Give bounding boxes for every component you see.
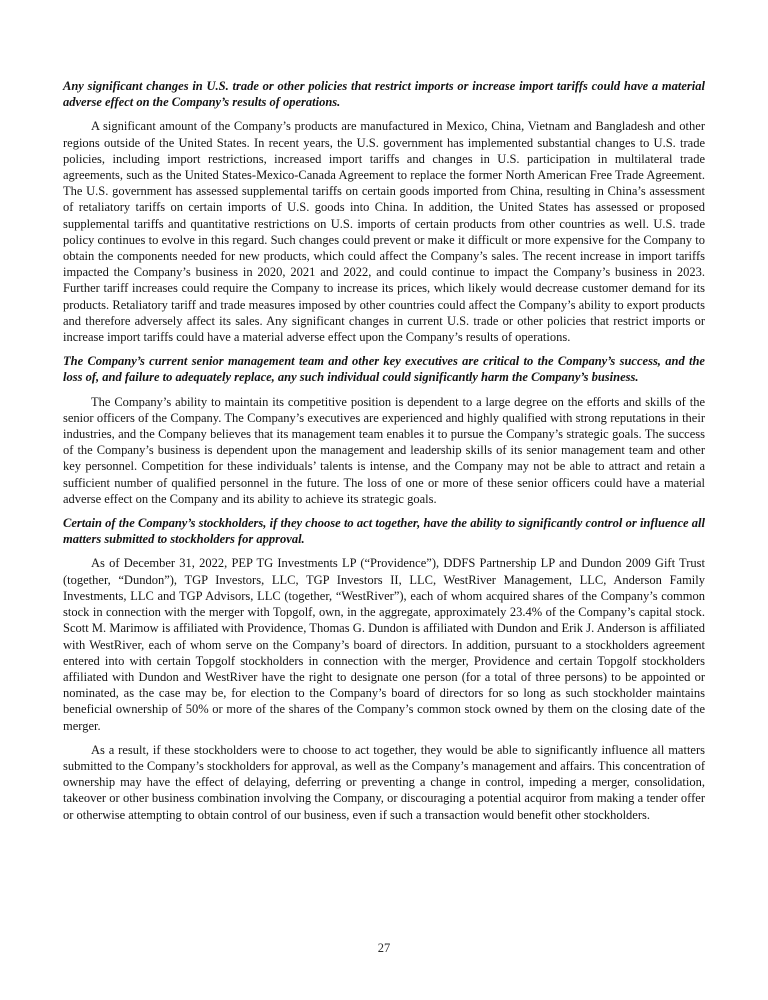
paragraph-stockholder-ownership: As of December 31, 2022, PEP TG Investments LP (“Providence”), DDFS Partnership LP and Dundon 2009 Gift Trust (together, “Dundon”), TGP Investors, LLC, TGP Investors II, LLC, WestRiver Management, LLC, Anderson Family Investments, LLC and TGP Advisors, LLC (together, “WestRiver”), each of whom acquired shares of the Company’s common stock in connection with the merger with Topgolf, own, in the aggregate, approximately 23.4% of the Company’s capital stock. Scott M. Marimow is affiliated with Providence, Thomas G. Dundon is affiliated with Dundon and Erik J. Anderson is affiliated with WestRiver, each of whom serve on the Company’s board of directors. In addition, pursuant to a stockholders agreement entered into with certain Topgolf stockholders in connection with the merger, Providence and certain Topgolf stockholders affiliated with Dundon and WestRiver have the right to designate one person (for a total of three persons) to be appointed or nominated, as the case may be, for election to the Company’s board of directors for so long as such stockholder maintains beneficial ownership of 50% or more of the shares of the Company’s common stock owned by them on the closing date of the merger.: [63, 556, 705, 733]
risk-heading-senior-management: The Company’s current senior management team and other key executives are critical to the Company’s success, and the loss of, and failure to adequately replace, any such individual could significantly harm the Company’s business.: [63, 354, 705, 385]
paragraph-stockholder-influence: As a result, if these stockholders were to choose to act together, they would be able to significantly influence all matters submitted to the Company’s stockholders for approval, as well as the Company’s management and affairs. This concentration of ownership may have the effect of delaying, deferring or preventing a change in control, impeding a merger, consolidation, takeover or other business combination involving the Company, or discouraging a potential acquiror from making a tender offer or otherwise attempting to obtain control of our business, even if such a transaction would benefit other stockholders.: [63, 742, 705, 822]
risk-heading-stockholder-control: Certain of the Company’s stockholders, if they choose to act together, have the ability to significantly control or influence all matters submitted to stockholders for approval.: [63, 516, 705, 547]
page-content: [63, 78, 705, 831]
risk-heading-trade-policies: Any significant changes in U.S. trade or other policies that restrict imports or increase import tariffs could have a material adverse effect on the Company’s results of operations.: [63, 79, 705, 110]
paragraph-trade-policies: A significant amount of the Company’s products are manufactured in Mexico, China, Vietnam and Bangladesh and other regions outside of the United States. In recent years, the U.S. government has implemented substantial changes to U.S. trade policies, including import restrictions, increased import tariffs and changes in U.S. participation in multilateral trade agreements, such as the United States-Mexico-Canada Agreement to replace the former North American Free Trade Agreement. The U.S. government has assessed supplemental tariffs on certain goods imported from China, resulting in China’s assessment of retaliatory tariffs on certain imports of U.S. goods into China. In addition, the United States has assessed or proposed supplemental tariffs and quantitative restrictions on U.S. imports of certain products from other countries as well. U.S. trade policy continues to evolve in this regard. Such changes could prevent or make it difficult or more expensive for the Company to obtain the components needed for new products, which could affect the Company’s sales. The recent increase in import tariffs impacted the Company’s business in 2020, 2021 and 2022, and could continue to impact the Company’s business in 2023. Further tariff increases could require the Company to increase its prices, which likely would decrease customer demand for its products. Retaliatory tariff and trade measures imposed by other countries could affect the Company’s ability to export products and therefore adversely affect its sales. Any significant changes in current U.S. trade or other policies that restrict imports or increase import tariffs could have a material adverse effect upon the Company’s results of operations.: [63, 119, 705, 345]
paragraph-senior-management: The Company’s ability to maintain its competitive position is dependent to a large degree on the efforts and skills of the senior officers of the Company. The Company’s executives are experienced and highly qualified with strong reputations in their industries, and the Company believes that its management team enables it to pursue the Company’s strategic goals. The success of the Company’s business is dependent upon the management and leadership skills of its senior management team and other key personnel. Competition for these individuals’ talents is intense, and the Company may not be able to attract and retain a sufficient number of qualified personnel in the future. The loss of one or more of these senior officers could have a material adverse effect on the Company and its ability to achieve its strategic goals.: [63, 394, 705, 506]
page-number: 27: [377, 941, 391, 955]
